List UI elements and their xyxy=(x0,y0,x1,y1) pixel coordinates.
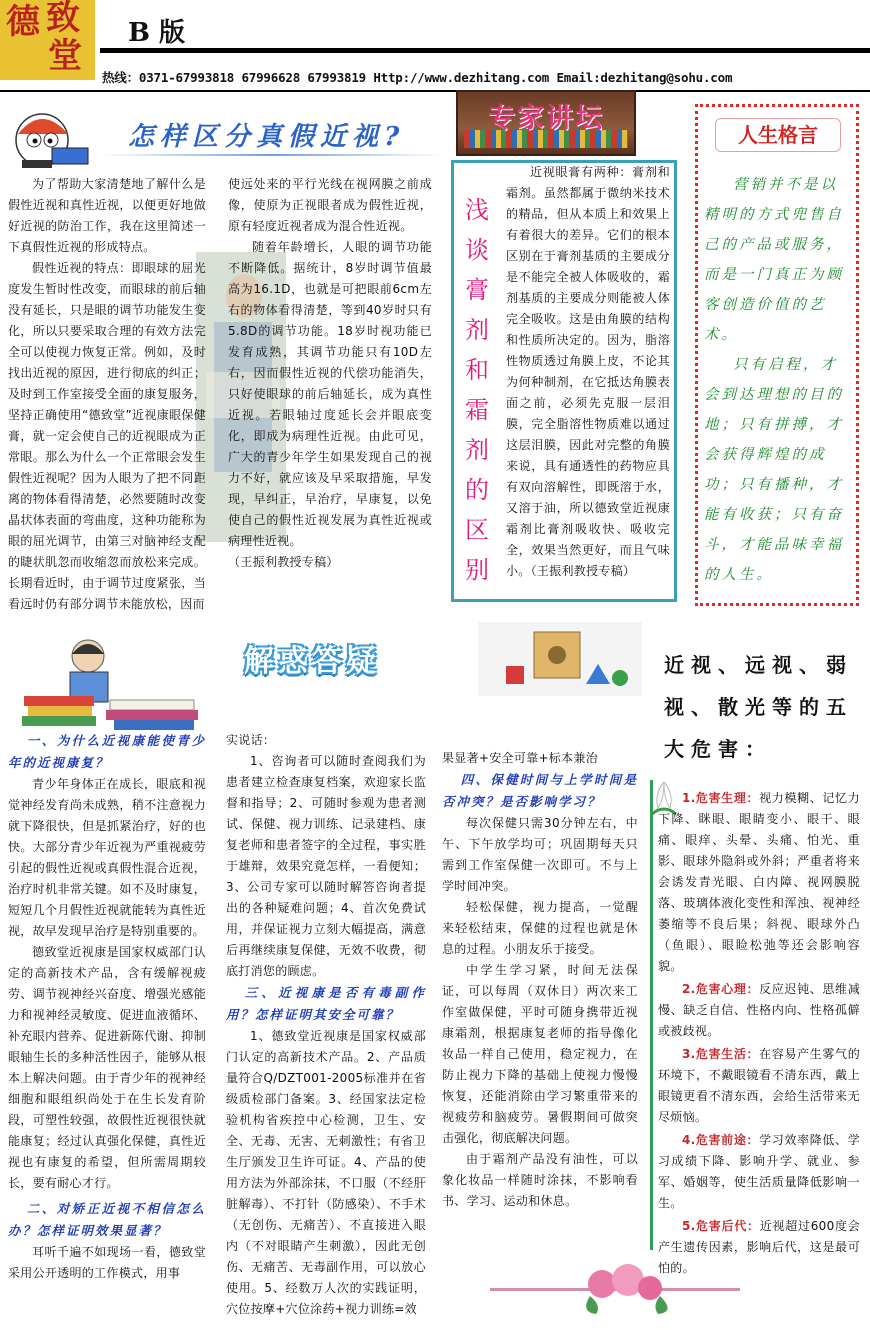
article2-vertical-title: 浅谈膏剂和霜剂的区别 xyxy=(465,196,489,584)
faq-question: 四、保健时间与上学时间是否冲突？是否影响学习？ xyxy=(442,772,638,809)
faq-answer: 每次保健只需30分钟左右，中午、下午放学均可；巩固期每天只需到工作室保健一次即可。不与上学时间冲突。 xyxy=(442,816,638,893)
faq-answer: 由于霜剂产品没有油性，可以象化妆品一样随时涂抹，不影响看书、学习、运动和休息。 xyxy=(442,1152,638,1208)
hazard-title: 4.危害前途： xyxy=(682,1133,760,1147)
hazard-title: 3.危害生活： xyxy=(682,1047,760,1061)
article1-byline: （王振利教授专稿） xyxy=(228,555,339,569)
article1-title-underline xyxy=(100,154,444,156)
contact-line: 热线：0371-67993818 67996628 67993819 Http://www.dezhitang.com Email:dezhitang@sohu.com xyxy=(102,70,733,85)
hazard-text: 学习效率降低、学习成绩下降、影响升学、就业、参军、婚姻等，使生活质量降低影响一生。 xyxy=(658,1133,860,1210)
roses-divider-icon xyxy=(480,1256,750,1322)
expert-forum-label: 专家讲坛 xyxy=(488,103,604,134)
faq-question: 三、近视康是否有毒副作用？怎样证明其安全可靠？ xyxy=(226,985,426,1022)
expert-forum-board xyxy=(456,90,636,156)
faq-col2 xyxy=(226,730,426,1320)
article2-body xyxy=(506,162,670,582)
hazards-divider xyxy=(650,780,653,1250)
motto-para: 营销并不是以精明的方式兜售自己的产品或服务，而是一门真正为顾客创造价值的艺术。 xyxy=(704,177,844,343)
hazard-text: 在容易产生雾气的环境下，不戴眼镜看不清东西，戴上眼镜更看不清东西，会给生活带来无尽烦恼。 xyxy=(658,1047,860,1124)
article1-para: 随着年龄增长，人眼的调节功能不断降低。据统计，8岁时调节值最高为16.1D，也就是可把眼前6cm左右的物体看得清楚，等到40岁时只有5.8D的调节功能。18岁时视功能已发育成熟，其调节功能只有10D左右，因而假性近视的代偿功能消失，只好使眼球的前后轴延长，成为真性近视。若眼轴过度延长会并眼底变化，即成为病理性近视。由此可见，广大的青少年学生如果发现自己的视力不好，就应该及早采取措施，早发现，早纠正，早治疗，早康复，以免使自己的假性近视发展为真性近视或病理性近视。 xyxy=(228,240,432,548)
motto-text xyxy=(704,170,854,590)
faq-answer: 德致堂近视康是国家权威部门认定的高新技术产品，含有缓解视疲劳、调节视神经兴奋度、增强光感能力和视神经灵敏度、促进血液循环、补充眼内营养、促进新陈代谢、抑制眼轴生长的多种活性因子，能够从根本上解决问题。由于青少年的视神经细胞和眼组织尚处于在生长发育阶段，可塑性较强，故假性近视很快就能康复；经过认真强化保健，真性近视也有康复的希望，但所需周期较长，要有耐心才行。 xyxy=(8,945,206,1190)
article1-col1 xyxy=(8,174,206,615)
motto-title: 人生格言 xyxy=(715,118,841,152)
hazards-list xyxy=(658,788,860,1279)
hazard-item-2 xyxy=(658,979,860,1042)
hazard-title: 5.危害后代： xyxy=(682,1219,760,1233)
shape-sorter-toy-icon xyxy=(478,622,642,696)
masthead-rule xyxy=(100,48,870,53)
motto-para: 只有启程，才会到达理想的目的地；只有拼搏，才会获得辉煌的成功；只有播种，才能有收获；只有奋斗，才能品味幸福的人生。 xyxy=(704,357,844,583)
faq-answer: 实说话： xyxy=(226,733,276,747)
faq-answer: 果显著+安全可靠+标本兼治 xyxy=(442,751,599,765)
faq-answer: 1、咨询者可以随时查阅我们为患者建立检查康复档案，欢迎家长监督和指导；2、可随时参观为患者测试、保健、视力训练、记录建档、康复老师和患者签字的全过程，事实胜于雄辩，效果究竟怎样，一看便知；3、公司专家可以随时解答咨询者提出的各种疑难问题；4、首次免费试用，并保证视力立刻大幅提高，满意后再继续康复保健，无效不收费，彻底打消您的顾虑。 xyxy=(226,754,426,978)
faq-answer: 青少年身体正在成长，眼底和视觉神经发育尚未成熟，稍不注意视力就下降很快，但是抓紧治疗，好的也快。大部分青少年近视为严重视疲劳引起的假性近视或真假性混合近视，治疗时机非常关键。如不及时康复，短短几个月假性近视就能转为真性近视，故早发现早治疗是特别重要的。 xyxy=(8,777,206,938)
faq-title: 解惑答疑 xyxy=(244,644,380,679)
hazard-text: 视力模糊、记忆力下降、眯眼、眼睛变小、眼干、眼痛、眼痒、头晕、头痛、怕光、重影、眼球外隐斜或外斜；严重者将来会诱发青光眼、白内障、视网膜脱落、玻璃体液化变性和浑浊、视神经萎缩等不良后果；斜视、眼球外凸（鱼眼）、眼睑松弛等还会影响容貌。 xyxy=(658,791,860,973)
article1-para: 假性近视的特点：即眼球的屈光度发生暂时性改变，而眼球的前后轴没有延长，只是眼的调节功能发生变化，所以只要采取合理的有效方法完全可以使视力恢复正常。例如，及时找出近视的原因，进行彻底的纠正；及时到工作室接受全面的康复服务，坚持正确使用“德致堂”近视康眼保健膏，就一定会使自己的近视眼成为正常眼。那么为什么一个正常眼会发生假性近视呢？因为人眼为了把不同距离的物体看得清楚，必然要随时改变晶状体表面的弯曲度，这种功能称为眼的屈光调节，由第三对脑神经支配的睫状肌忽而收缩忽而放松来完成。长期看近时，由于调节过度紧张，当看远时仍有部分调节未能放松，因而 xyxy=(8,261,206,611)
contact-rule xyxy=(0,90,870,92)
article2-para: 近视眼膏有两种：膏剂和霜剂。虽然都属于微纳米技术的精品，但从本质上和效果上有着很大的差异。它们的根本区别在于膏剂基质的主要成分是不能完全被人体吸收的，霜剂基质的主要成分则能被人体完全吸收。这是由角膜的结构和性质所决定的。因为，脂溶性物质透过角膜上皮，不论其为何种制剂，在它抵达角膜表面之前，必须先克服一层泪膜，完全脂溶性物质难以通过这层泪膜，因此对完整的角膜来说，具有通透性的药物应具有双向溶解性，即既溶于水，又溶于油，所以德致堂近视康霜剂比膏剂吸收快、吸收完全，效果当然更好，而且气味小。（王振利教授专稿） xyxy=(506,165,670,578)
faq-answer: 1、德致堂近视康是国家权威部门认定的高新技术产品。2、产品质量符合Q/DZT001-2005标准并在省级质检部门备案。3、经国家法定检验机构省疾控中心检测，卫生、安全、无毒、无害、无刺激性；有省卫生厅颁发卫生许可证。4、产品的使用方法为外部涂抹，不口服（不经肝脏解毒）、不打针（防感染）、不手术（无创伤、无痛苦）、不直接进入眼内（不对眼睛产生刺激），因此无创伤、无痛苦、无毒副作用，可以放心使用。5、经数万人次的实践证明，穴位按摩+穴位涂药+视力训练=效 xyxy=(226,1029,426,1316)
faq-question: 二、对矫正近视不相信怎么办？怎样证明效果显著？ xyxy=(8,1201,206,1238)
student-books-icon xyxy=(14,632,224,736)
article1-title: 怎样区分真假近视? xyxy=(128,122,406,152)
faq-answer: 轻松保健，视力提高，一觉醒来轻松结束，保健的过程也就是休息的过程。小朋友乐于接受。 xyxy=(442,900,638,956)
article1-para: 使远处来的平行光线在视网膜之前成像，使原为正视眼者成为假性近视，原有轻度近视者成为混合性近视。 xyxy=(228,177,432,233)
hazard-text: 近视超过600度会产生遗传因素，影响后代，这是最可怕的。 xyxy=(658,1219,860,1275)
hazard-title: 1.危害生理： xyxy=(682,791,760,805)
hazard-item-4 xyxy=(658,1130,860,1214)
cartoon-reader-icon xyxy=(2,100,98,170)
logo-char-1: 德 xyxy=(6,2,40,42)
hazard-title: 2.危害心理： xyxy=(682,982,760,996)
brand-logo xyxy=(0,0,95,80)
hazard-item-3 xyxy=(658,1044,860,1128)
logo-char-3: 堂 xyxy=(48,36,82,76)
hazards-headline: 近视、远视、弱视、散光等的五大危害： xyxy=(664,653,853,761)
faq-answer: 中学生学习紧，时间无法保证，可以每周（双休日）两次来工作室做保健，平时可随身携带近视康霜剂，根据康复老师的指导像化妆品一样自己使用，稳定视力，在防止视力下降的基础上使视力慢慢恢复，还能消除由学习繁重带来的视疲劳和脑疲劳。暑假期间可做突击强化，彻底解决问题。 xyxy=(442,963,638,1145)
edition-label: B 版 xyxy=(128,18,186,48)
hazard-item-1 xyxy=(658,788,860,977)
article1-col2 xyxy=(228,174,432,573)
logo-char-2: 致 xyxy=(46,0,80,38)
hazard-text: 反应迟钝、思维减慢、缺乏自信、性格内向、性格孤僻或被歧视。 xyxy=(658,982,860,1038)
faq-question: 一、为什么近视康能使青少年的近视康复？ xyxy=(8,733,206,770)
faq-col1 xyxy=(8,730,206,1284)
faq-col3 xyxy=(442,748,638,1212)
faq-answer: 耳听千遍不如现场一看，德致堂采用公开透明的工作模式，用事 xyxy=(8,1245,206,1280)
article1-para: 为了帮助大家清楚地了解什么是假性近视和真性近视，以便更好地做好近视的防治工作，我在这里简述一下真假性近视的形成特点。 xyxy=(8,177,206,254)
